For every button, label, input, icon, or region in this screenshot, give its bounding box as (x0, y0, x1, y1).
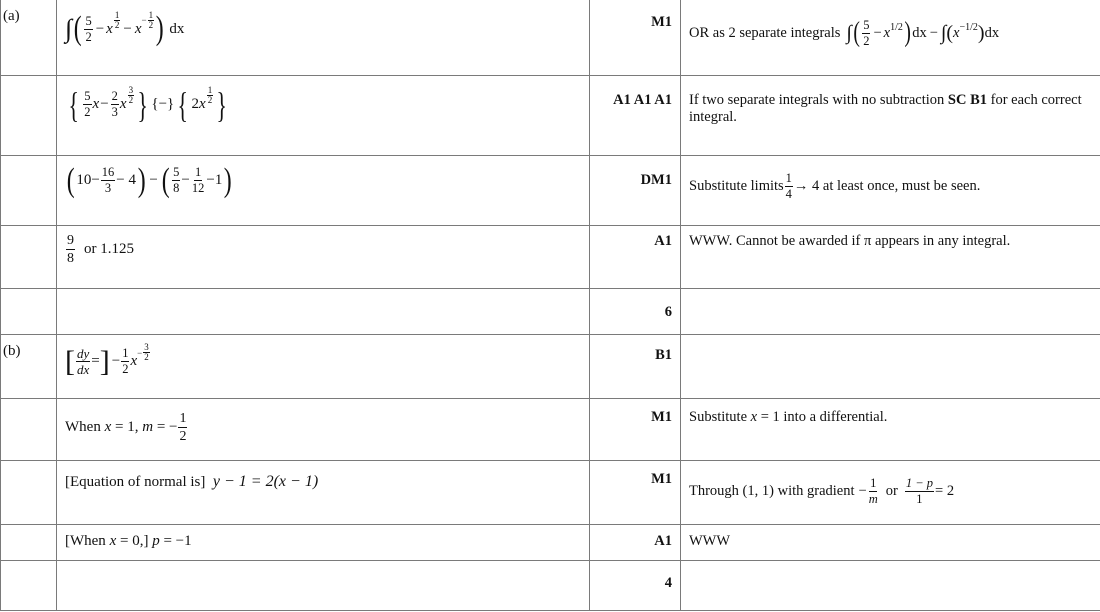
working-expression: ∫ ( $\frac{5}{2}$ − x $\frac{1}{2}$ − x − $\frac{1}{2}$ ) dx (65, 9, 185, 47)
table-row (1, 288, 1100, 334)
working-expression: ( 10 − $\frac{16}{3}$ − 4 ) − ( $\frac{5}{8}$ − $\frac{1}{12}$ −1 ) (66, 161, 232, 199)
mark-label: A1 (654, 532, 672, 549)
guidance-note: WWW. Cannot be awarded if π appears in any integral. (689, 232, 1011, 249)
guidance-note: If two separate integrals with no subtraction SC B1 for each correct integral. (689, 91, 1082, 125)
table-row (1, 460, 1100, 524)
guidance-note: WWW (689, 532, 731, 549)
table-row (1, 225, 1100, 288)
mark-label: DM1 (640, 171, 672, 188)
guidance-note: Substitute limits $\frac{1}{4}$ → 4 at least once, must be seen. (689, 170, 981, 201)
mark-total: 4 (664, 574, 672, 591)
mark-label: A1 A1 A1 (613, 91, 672, 108)
working-expression: [When x = 0,] p = −1 (65, 532, 192, 549)
guidance-note: Substitute x = 1 into a differential. (689, 408, 888, 425)
mark-label: M1 (651, 14, 672, 30)
working-expression: { $\frac{5}{2}$ x − $\frac{2}{3}$ x $\frac{3}{2}$ } {−} { 2 x $\frac{1}{2}$ } (68, 84, 228, 125)
table-row (1, 398, 1100, 460)
mark-label: B1 (655, 346, 672, 363)
part-label: (a) (3, 8, 20, 24)
working-expression: When x = 1, m = − $\frac{1}{2}$ (65, 410, 187, 444)
mark-label: M1 (651, 408, 672, 425)
working-expression: [ $\frac{dy}{dx}$ = ] − $\frac{1}{2}$ x − $\frac{3}{2}$ (65, 342, 149, 378)
part-label: (b) (3, 342, 21, 359)
guidance-note: OR as 2 separate integrals ∫ ( $\frac{5}{2}$ − x $^{1/2}$ ) dx − ∫ ( x $^{-1/2}$ ) dx (689, 17, 1000, 48)
table-row (1, 560, 1100, 610)
table-row (1, 155, 1100, 225)
mark-total: 6 (664, 303, 672, 320)
mark-label: M1 (651, 470, 672, 487)
table-row (1, 75, 1100, 155)
guidance-note: Through (1, 1) with gradient − $\frac{1}{m}$ or $\frac{1 - p}{1}$ = 2 (689, 475, 955, 506)
working-expression: $\frac{9}{8}$ or 1.125 (67, 232, 134, 266)
table-row (1, 524, 1100, 560)
mark-label: A1 (654, 232, 672, 249)
working-expression: [Equation of normal is] y − 1 = 2(x − 1) (65, 472, 319, 490)
table-row (1, 0, 1100, 75)
table-row (1, 334, 1100, 398)
